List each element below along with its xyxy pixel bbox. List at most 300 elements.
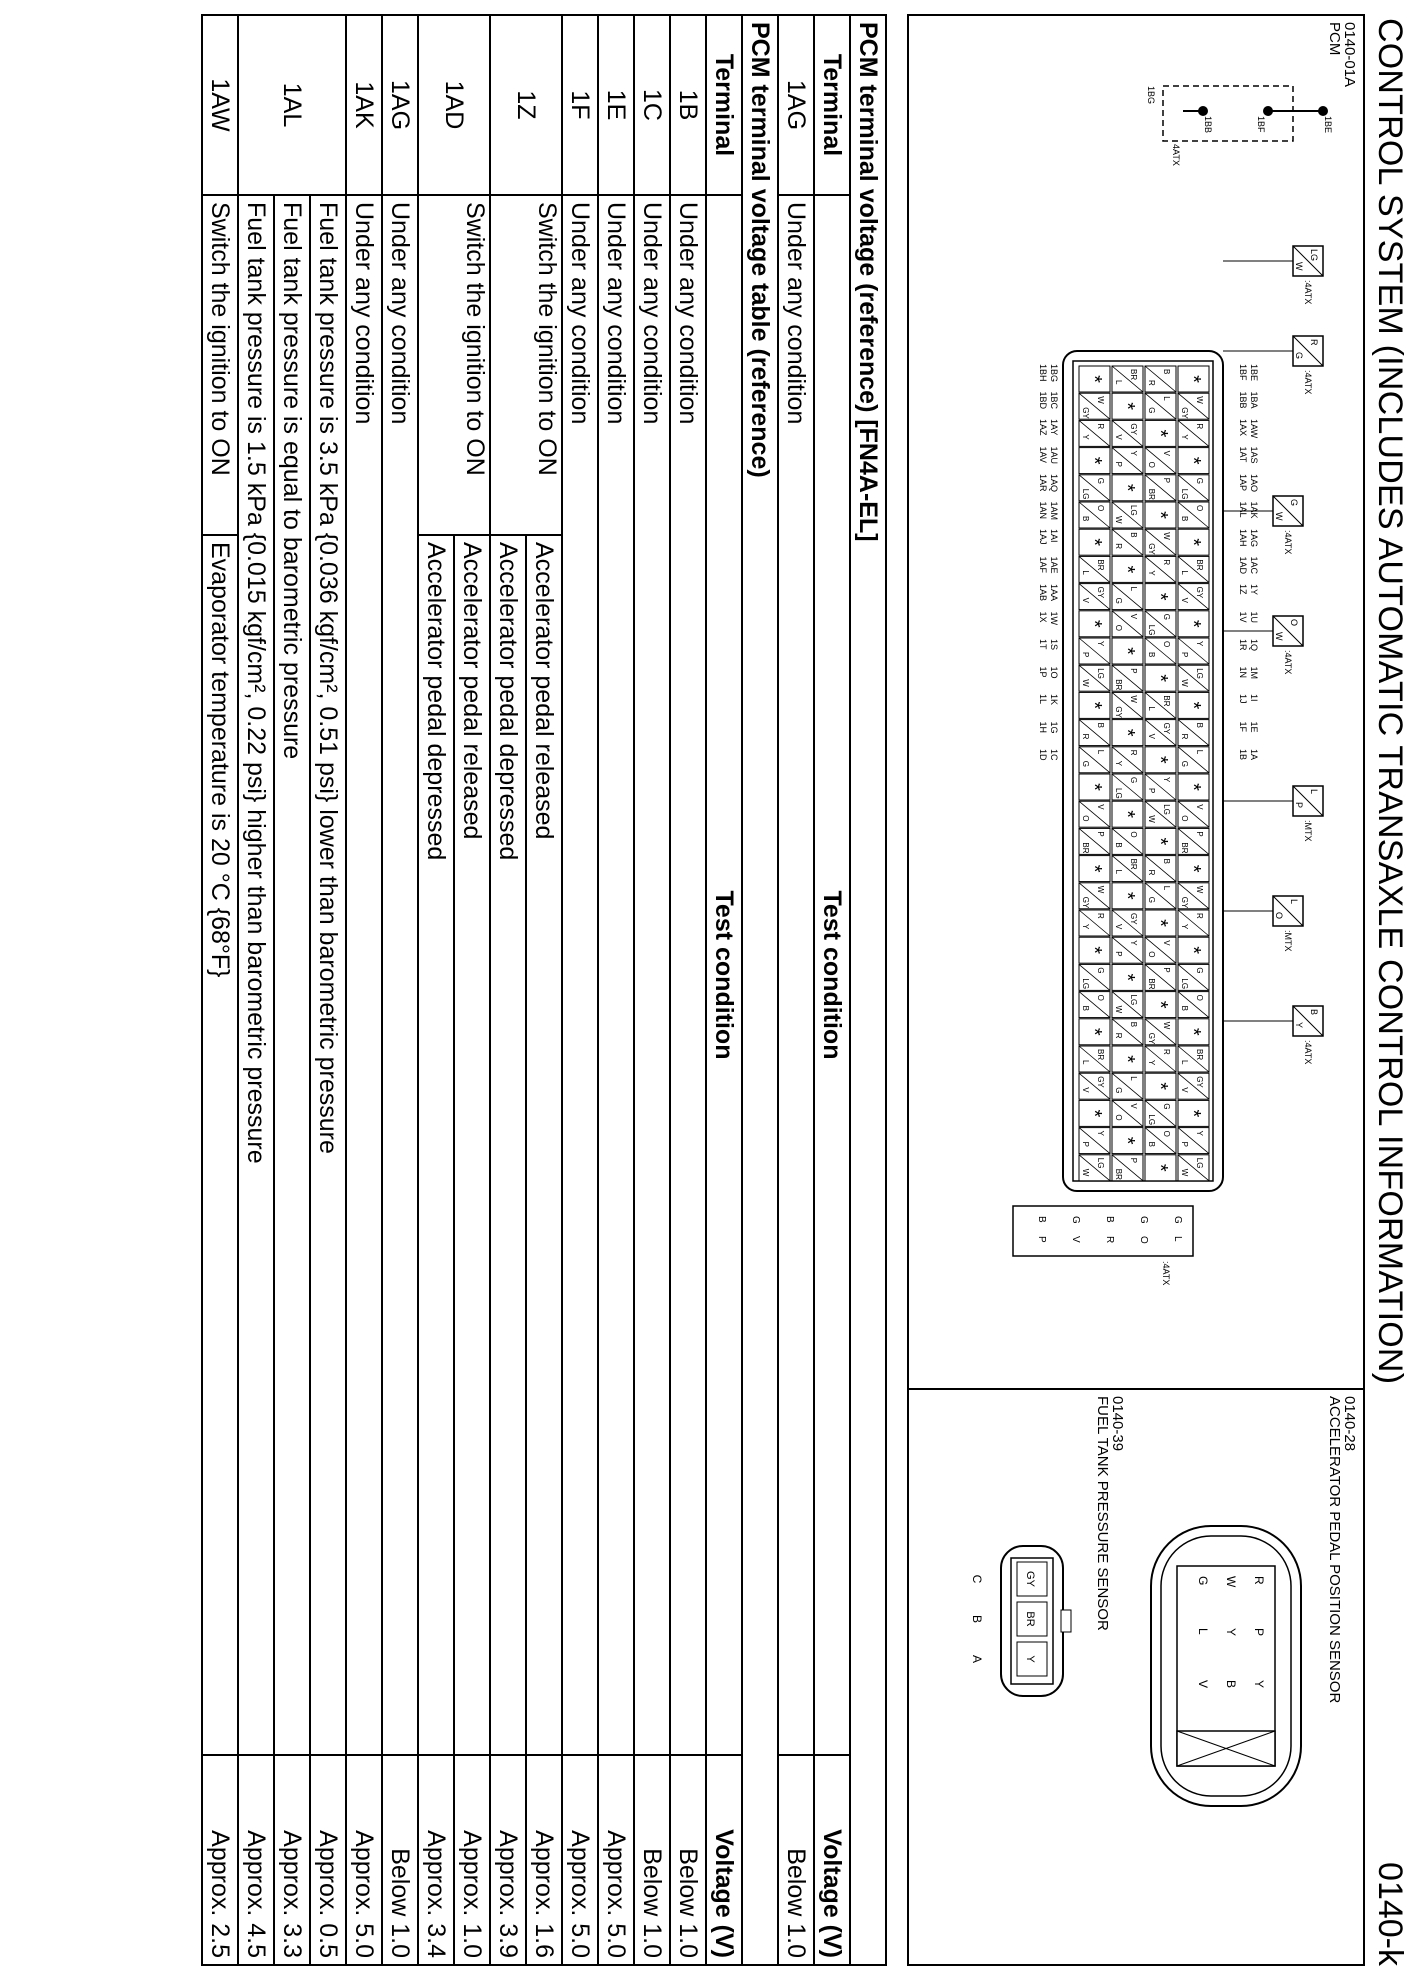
wire-color-label: G <box>1195 967 1204 974</box>
callout-note: :4ATX <box>1303 280 1313 305</box>
table-row <box>382 15 418 1965</box>
wire-color-label: V <box>1114 434 1123 440</box>
wire-color-label: R <box>1195 913 1204 919</box>
cell-terminal: 1AW <box>202 15 238 195</box>
table-row <box>274 15 310 1965</box>
unused-cavity-mark: * <box>1083 864 1105 873</box>
callout-wire-color: W <box>1274 512 1284 521</box>
terminal-label: 1K <box>1049 694 1059 706</box>
unused-cavity-mark: * <box>1182 783 1204 791</box>
wire-color-label: B <box>1195 722 1204 728</box>
wire-color-label: O <box>1195 994 1204 1001</box>
unused-cavity-mark: * <box>1149 1082 1171 1091</box>
wire-color-label: G <box>1147 896 1156 904</box>
terminal-label: 1AO <box>1249 474 1259 493</box>
wire-color-label: LG <box>1195 668 1204 679</box>
jumper-terminal-label: 1BF <box>1256 116 1266 133</box>
wire-color-label: B <box>1162 858 1171 864</box>
wire-color-label: LG <box>1129 994 1138 1006</box>
table1-header-condition: Test condition <box>814 195 850 1755</box>
wire-color-label: L <box>1129 586 1138 592</box>
terminal-label: 1G <box>1049 721 1059 734</box>
wire-color-label: Y <box>1129 450 1138 456</box>
callout-wire-color: O <box>1289 619 1299 627</box>
wire-color-label: GY <box>1147 543 1156 555</box>
unused-cavity-mark: * <box>1116 483 1138 492</box>
table2-caption: PCM terminal voltage table (reference) <box>742 15 778 1965</box>
harness-wire-label: P <box>1036 1236 1047 1243</box>
callout-note: :MTX <box>1303 820 1313 842</box>
wire-color-label: Y <box>1081 924 1090 930</box>
terminal-label: 1X <box>1038 611 1048 623</box>
terminal-label: 1AS <box>1249 446 1259 464</box>
terminal-label: 1BH <box>1038 364 1048 382</box>
terminal-label: 1AT <box>1238 446 1248 463</box>
wire-color-label: BR <box>1114 679 1123 691</box>
terminal-label: 1S <box>1049 639 1059 651</box>
terminal-label: 1BF <box>1238 364 1248 381</box>
wire-color-label: BR <box>1180 842 1189 854</box>
cell-terminal: 1AD <box>418 15 490 195</box>
terminal-label: 1Z <box>1238 584 1248 595</box>
callout-wire-color: R <box>1309 339 1319 346</box>
wire-color-label: V <box>1162 450 1171 456</box>
wire-color-label: G <box>1195 477 1204 485</box>
terminal-label: 1V <box>1238 611 1248 623</box>
wire-color-label: L <box>1114 380 1123 385</box>
callout-note: :4ATX <box>1303 370 1313 395</box>
wire-color-label: P <box>1162 967 1171 973</box>
wire-color-label: R <box>1096 913 1105 919</box>
wire-color-label: BR <box>1147 978 1156 990</box>
wire-color-label: L <box>1129 1076 1138 1081</box>
terminal-label: 1AL <box>1238 501 1248 518</box>
table2-header-terminal: Terminal <box>706 15 742 195</box>
harness-wire-label: O <box>1138 1236 1149 1244</box>
cell-voltage: Below 1.0 <box>670 1755 706 1965</box>
terminal-label: 1AP <box>1238 474 1248 492</box>
wire-color-label: L <box>1096 749 1105 755</box>
terminal-label: 1AC <box>1249 556 1259 575</box>
table-row <box>562 15 598 1965</box>
harness-wire-label: G <box>1172 1216 1183 1224</box>
wire-color-label: Y <box>1096 1130 1105 1136</box>
terminal-label: 1AH <box>1238 529 1248 547</box>
wire-color-label: W <box>1180 1168 1189 1177</box>
cell-terminal: 1B <box>670 15 706 195</box>
terminal-label: 1AG <box>1249 529 1259 548</box>
ftps-terminal-letter: B <box>970 1614 984 1624</box>
table1-cell-terminal: 1AG <box>778 15 814 195</box>
cell-voltage: Approx. 3.4 <box>418 1755 454 1965</box>
wire-color-label: LG <box>1129 505 1138 516</box>
wire-color-label: P <box>1114 461 1123 467</box>
unused-cavity-mark: * <box>1182 456 1204 465</box>
wire-color-label: LG <box>1114 788 1123 799</box>
apps-pin-label: Y <box>1252 1680 1266 1689</box>
pcm-name: PCM <box>1326 22 1343 56</box>
terminal-label: 1U <box>1249 611 1259 624</box>
terminal-label: 1AU <box>1049 446 1059 465</box>
wire-color-label: G <box>1114 597 1123 604</box>
wire-color-label: R <box>1129 749 1138 756</box>
terminal-label: 1I <box>1249 694 1259 702</box>
unused-cavity-mark: * <box>1116 565 1138 574</box>
cell-terminal: 1F <box>562 15 598 195</box>
terminal-label: 1BG <box>1049 364 1059 383</box>
wire-color-label: G <box>1081 760 1090 768</box>
wire-color-label: P <box>1180 1141 1189 1147</box>
terminal-label: 1AD <box>1238 556 1248 575</box>
unused-cavity-mark: * <box>1182 946 1204 955</box>
wire-color-label: R <box>1180 733 1189 740</box>
cell-terminal: 1AK <box>346 15 382 195</box>
wire-color-label: BR <box>1096 559 1105 571</box>
cell-terminal: 1AL <box>238 15 346 195</box>
terminal-label: 1Y <box>1249 584 1259 596</box>
wire-color-label: P <box>1129 1157 1138 1164</box>
unused-cavity-mark: * <box>1182 701 1204 710</box>
wire-color-label: O <box>1081 815 1090 822</box>
cell-subcondition: Accelerator pedal depressed <box>418 535 454 1755</box>
wire-color-label: V <box>1096 804 1105 810</box>
unused-cavity-mark: * <box>1083 1027 1105 1036</box>
wire-color-label: W <box>1147 815 1156 823</box>
terminal-label: 1A <box>1249 749 1259 761</box>
terminal-label: 1R <box>1238 639 1248 651</box>
unused-cavity-mark: * <box>1149 592 1171 601</box>
unused-cavity-mark: * <box>1116 973 1138 982</box>
apps-connector <box>1133 1506 1323 1836</box>
table-row <box>778 15 814 1965</box>
callout-note: :4ATX <box>1283 530 1293 555</box>
wire-color-label: O <box>1162 1130 1171 1137</box>
pcm-voltage-table <box>201 14 779 1966</box>
ftps-connector <box>943 1526 1093 1746</box>
wire-color-label: R <box>1096 423 1105 430</box>
wire-color-label: Y <box>1081 434 1090 440</box>
unused-cavity-mark: * <box>1083 538 1105 547</box>
harness-atx-note: :4ATX <box>1161 1261 1171 1286</box>
wire-color-label: LG <box>1081 488 1090 500</box>
callout-wire-color: L <box>1309 789 1319 795</box>
callout-wire-color: B <box>1309 1009 1319 1016</box>
wire-color-label: P <box>1147 788 1156 794</box>
terminal-label: 1L <box>1038 694 1048 705</box>
terminal-label: 1AM <box>1049 501 1059 521</box>
table1-header-terminal: Terminal <box>814 15 850 195</box>
wire-color-label: L <box>1162 396 1171 401</box>
terminal-label: 1AF <box>1038 556 1048 574</box>
unused-cavity-mark: * <box>1182 538 1204 547</box>
cell-voltage: Below 1.0 <box>634 1755 670 1965</box>
terminal-label: 1AI <box>1049 529 1059 543</box>
terminal-label: 1BD <box>1038 391 1048 410</box>
terminal-label: 1AQ <box>1049 474 1059 493</box>
wire-color-label: GY <box>1114 706 1123 718</box>
wire-color-label: Y <box>1147 570 1156 576</box>
ftps-pin-label: BR <box>1024 1611 1036 1627</box>
terminal-label: 1BC <box>1049 391 1059 410</box>
wire-color-label: W <box>1162 1021 1171 1030</box>
wire-color-label: Y <box>1147 1060 1156 1066</box>
wire-color-label: P <box>1129 668 1138 674</box>
table1-cell-condition: Under any condition <box>778 195 814 1755</box>
terminal-label: 1AY <box>1049 419 1059 436</box>
wire-color-label: R <box>1195 423 1204 430</box>
apps-name: ACCELERATOR PEDAL POSITION SENSOR <box>1326 1396 1343 1704</box>
wire-color-label: W <box>1114 1005 1123 1014</box>
terminal-label: 1P <box>1038 666 1048 678</box>
cell-condition: Under any condition <box>562 195 598 1755</box>
harness-wire-label: B <box>1036 1216 1047 1223</box>
cell-terminal: 1C <box>634 15 670 195</box>
cell-voltage: Approx. 2.5 <box>202 1755 238 1965</box>
table-row <box>670 15 706 1965</box>
wire-color-label: R <box>1147 869 1156 876</box>
pcm-connector-diagram <box>907 16 1363 1386</box>
unused-cavity-mark: * <box>1182 375 1204 383</box>
unused-cavity-mark: * <box>1116 647 1138 655</box>
cell-voltage: Approx. 5.0 <box>598 1755 634 1965</box>
terminal-label: 1N <box>1238 666 1248 679</box>
wire-color-label: O <box>1147 461 1156 468</box>
wire-color-label: V <box>1081 597 1090 603</box>
jumper-node <box>1198 106 1208 116</box>
wire-color-label: G <box>1096 477 1105 485</box>
wire-color-label: BR <box>1147 488 1156 500</box>
apps-pin-label: R <box>1252 1576 1266 1585</box>
harness-wire-label: V <box>1070 1236 1081 1243</box>
cell-condition: Fuel tank pressure is 3.5 kPa {0.036 kgf/cm², 0.51 psi} lower than barometric pressure <box>310 195 346 1755</box>
cell-subcondition: Accelerator pedal depressed <box>490 535 526 1755</box>
wire-color-label: G <box>1162 613 1171 621</box>
unused-cavity-mark: * <box>1182 864 1204 873</box>
wire-color-label: BR <box>1195 1049 1204 1061</box>
wire-color-label: GY <box>1096 586 1105 599</box>
callout-wire-color: W <box>1294 262 1304 271</box>
document-title: CONTROL SYSTEM (INCLUDES AUTOMATIC TRANSAXLE CONTROL INFORMATION) <box>1371 18 1409 1385</box>
terminal-label: 1BB <box>1238 391 1248 409</box>
ftps-terminal-letter: A <box>970 1654 984 1664</box>
harness-wire-label: R <box>1104 1236 1115 1244</box>
wire-color-label: GY <box>1081 896 1090 909</box>
wire-color-label: Y <box>1096 641 1105 647</box>
ftps-terminal-letter: C <box>970 1574 984 1584</box>
wire-color-label: LG <box>1180 978 1189 990</box>
jumper-terminal-label: 1BG <box>1146 86 1156 105</box>
unused-cavity-mark: * <box>1083 783 1105 791</box>
wire-color-label: LG <box>1147 1114 1156 1126</box>
terminal-label: 1H <box>1038 721 1048 734</box>
cell-subcondition: Accelerator pedal released <box>526 535 562 1755</box>
cell-condition: Switch the ignition to ON <box>202 195 238 535</box>
cell-voltage: Approx. 0.5 <box>310 1755 346 1965</box>
wire-color-label: B <box>1081 516 1090 522</box>
wire-color-label: GY <box>1180 407 1189 419</box>
wire-color-label: G <box>1096 967 1105 974</box>
terminal-label: 1E <box>1249 721 1259 733</box>
unused-cavity-mark: * <box>1116 1055 1138 1063</box>
wire-color-label: O <box>1096 505 1105 512</box>
table2-header-condition: Test condition <box>706 195 742 1755</box>
wire-color-label: V <box>1129 1103 1138 1109</box>
harness-wire-label: G <box>1138 1216 1149 1224</box>
wire-color-label: R <box>1162 559 1171 566</box>
cell-voltage: Approx. 3.3 <box>274 1755 310 1965</box>
unused-cavity-mark: * <box>1149 429 1171 438</box>
terminal-label: 1AJ <box>1038 529 1048 545</box>
wire-color-label: W <box>1162 532 1171 540</box>
cell-voltage: Below 1.0 <box>382 1755 418 1965</box>
wire-color-label: W <box>1096 885 1105 894</box>
wire-color-label: W <box>1195 396 1204 404</box>
terminal-label: 1AX <box>1238 419 1248 437</box>
wire-color-label: W <box>1180 679 1189 687</box>
apps-code: 0140-28 <box>1341 1396 1358 1452</box>
cell-subcondition: Evaporator temperature is 20 °C {68°F} <box>202 535 238 1755</box>
apps-pin-label: V <box>1196 1680 1210 1689</box>
wire-color-label: B <box>1180 1005 1189 1011</box>
cell-condition: Fuel tank pressure is equal to barometric pressure <box>274 195 310 1755</box>
wire-color-label: Y <box>1162 777 1171 783</box>
cell-voltage: Approx. 1.6 <box>526 1755 562 1965</box>
terminal-label: 1M <box>1249 666 1259 680</box>
harness-connector <box>1013 1206 1193 1256</box>
wire-color-label: P <box>1162 477 1171 484</box>
callout-wire-color: Y <box>1294 1022 1304 1029</box>
ftps-pin-label: Y <box>1024 1655 1036 1663</box>
terminal-label: 1BE <box>1249 364 1259 382</box>
wire-color-label: G <box>1162 1103 1171 1110</box>
wire-color-label: O <box>1096 994 1105 1001</box>
cell-voltage: Approx. 1.0 <box>454 1755 490 1965</box>
cell-condition: Fuel tank pressure is 1.5 kPa {0.015 kgf/cm², 0.22 psi} higher than barometric pressure <box>238 195 274 1755</box>
wire-color-label: B <box>1162 369 1171 375</box>
diagram-divider <box>907 1388 1363 1390</box>
wire-color-label: W <box>1081 679 1090 687</box>
cell-condition: Under any condition <box>670 195 706 1755</box>
table-row <box>598 15 634 1965</box>
harness-wire-label: G <box>1070 1216 1081 1224</box>
terminal-label: 1AE <box>1049 556 1059 574</box>
ftps-pin-label: GY <box>1024 1571 1036 1587</box>
wire-color-label: V <box>1180 597 1189 603</box>
cell-voltage: Approx. 4.5 <box>238 1755 274 1965</box>
wire-color-label: GY <box>1162 722 1171 735</box>
terminal-label: 1AA <box>1049 584 1059 602</box>
wire-color-label: Y <box>1129 940 1138 946</box>
wire-color-label: GY <box>1081 407 1090 419</box>
apps-pin-label: G <box>1196 1576 1210 1586</box>
wire-color-label: W <box>1081 1168 1090 1177</box>
wire-color-label: B <box>1147 652 1156 658</box>
cell-terminal: 1E <box>598 15 634 195</box>
wire-color-label: L <box>1147 706 1156 711</box>
unused-cavity-mark: * <box>1116 728 1138 737</box>
terminal-label: 1AN <box>1038 501 1048 520</box>
terminal-label: 1AV <box>1038 446 1048 463</box>
apps-pin-label: B <box>1224 1680 1238 1689</box>
jumper-terminal-label: 1BE <box>1323 116 1333 134</box>
table-row <box>454 15 490 1965</box>
wire-color-label: LG <box>1147 624 1156 636</box>
wire-color-label: BR <box>1129 858 1138 870</box>
callout-note: :MTX <box>1283 930 1293 952</box>
terminal-label: 1B <box>1238 749 1248 761</box>
wire-color-label: LG <box>1195 1157 1204 1169</box>
wire-color-label: O <box>1129 831 1138 838</box>
wire-color-label: R <box>1114 543 1123 549</box>
terminal-label: 1AW <box>1249 419 1259 439</box>
unused-cavity-mark: * <box>1149 674 1171 683</box>
wire-color-label: L <box>1195 749 1204 755</box>
unused-cavity-mark: * <box>1149 1163 1171 1172</box>
wire-color-label: W <box>1195 885 1204 894</box>
cell-condition: Under any condition <box>598 195 634 1755</box>
unused-cavity-mark: * <box>1083 701 1105 710</box>
unused-cavity-mark: * <box>1116 1136 1138 1145</box>
wire-color-label: B <box>1114 842 1123 848</box>
wire-color-label: Y <box>1195 641 1204 647</box>
wire-color-label: V <box>1147 733 1156 739</box>
unused-cavity-mark: * <box>1149 755 1171 764</box>
terminal-label: 1BA <box>1249 391 1259 409</box>
wire-color-label: L <box>1114 869 1123 875</box>
cell-condition: Under any condition <box>346 195 382 1755</box>
table1-cell-voltage: Below 1.0 <box>778 1755 814 1965</box>
callout-wire-color: O <box>1274 912 1284 920</box>
terminal-label: 1AB <box>1038 584 1048 602</box>
wire-color-label: GY <box>1096 1076 1105 1088</box>
wire-color-label: P <box>1081 652 1090 658</box>
wire-color-label: P <box>1081 1141 1090 1147</box>
wire-color-label: B <box>1180 516 1189 522</box>
terminal-label: 1AR <box>1038 474 1048 492</box>
pcm-voltage-table-fn4a <box>777 14 887 1966</box>
unused-cavity-mark: * <box>1083 946 1105 955</box>
ftps-code: 0140-39 <box>1109 1396 1126 1452</box>
wire-color-label: O <box>1114 1114 1123 1121</box>
unused-cavity-mark: * <box>1083 619 1105 628</box>
table-row <box>310 15 346 1965</box>
terminal-label: 1AZ <box>1038 419 1048 436</box>
cell-condition: Switch the ignition to ON <box>418 195 490 535</box>
wire-color-label: V <box>1195 804 1204 810</box>
apps-pin-label: W <box>1224 1576 1238 1588</box>
atx-note: 4ATX <box>1171 144 1181 166</box>
unused-cavity-mark: * <box>1083 1109 1105 1118</box>
cell-condition: Under any condition <box>634 195 670 1755</box>
wire-color-label: L <box>1180 1060 1189 1065</box>
wire-color-label: LG <box>1096 668 1105 679</box>
cell-subcondition: Accelerator pedal released <box>454 535 490 1755</box>
callout-wire-color: L <box>1289 899 1299 905</box>
wire-color-label: G <box>1180 760 1189 768</box>
wire-color-label: BR <box>1195 559 1204 571</box>
wire-color-label: V <box>1114 924 1123 930</box>
wire-color-label: L <box>1162 885 1171 891</box>
wire-color-label: B <box>1096 722 1105 728</box>
harness-wire-label: L <box>1172 1236 1183 1242</box>
table-row <box>634 15 670 1965</box>
wire-color-label: V <box>1162 940 1171 946</box>
wire-color-label: O <box>1195 505 1204 512</box>
table-row <box>346 15 382 1965</box>
wire-color-label: V <box>1180 1087 1189 1093</box>
wire-color-label: V <box>1081 1087 1090 1093</box>
cell-terminal: 1Z <box>490 15 562 195</box>
